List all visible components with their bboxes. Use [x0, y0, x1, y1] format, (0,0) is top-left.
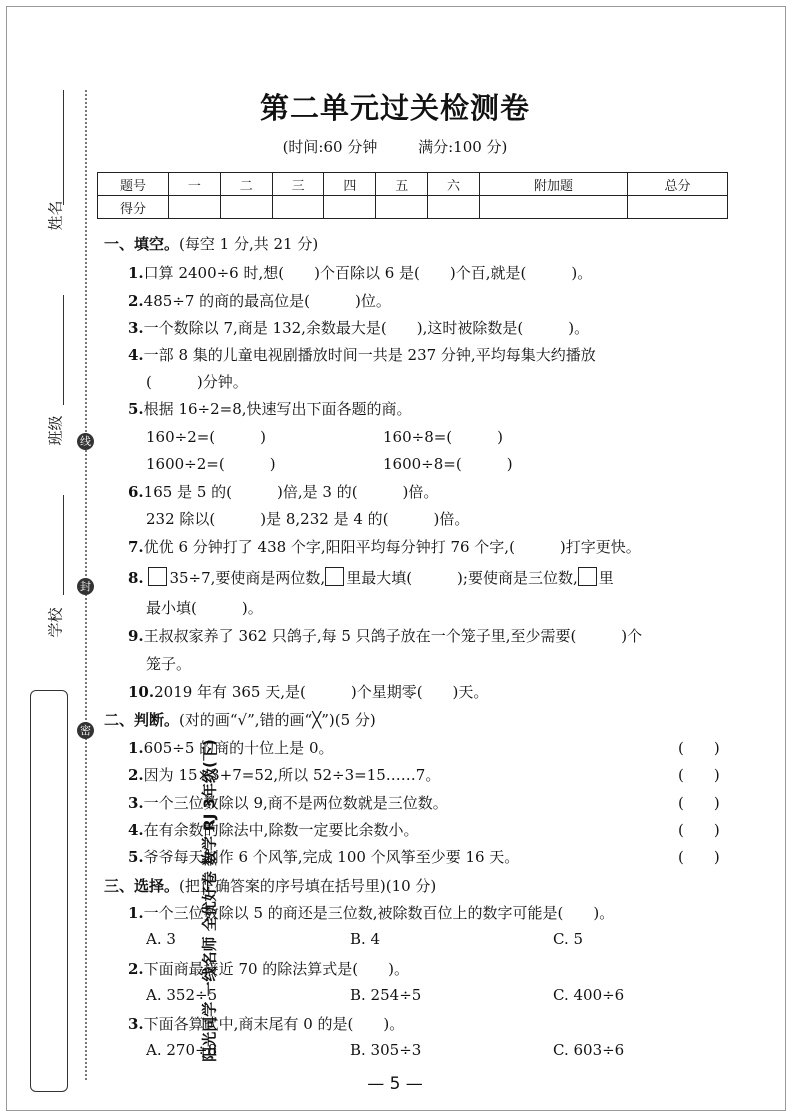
fill-q5-d: 1600÷8=( ) — [383, 455, 513, 473]
q-text: 里最大填( );要使商是三位数, — [346, 569, 578, 587]
class-line — [63, 295, 64, 405]
q-text: 一个数除以 7,商是 132,余数最大是( ),这时被除数是( )。 — [143, 319, 590, 337]
choice-option[interactable]: A. 3 — [146, 930, 176, 948]
score-table — [97, 172, 728, 219]
section-title: 一、填空。 — [104, 235, 180, 253]
q-text: 一部 8 集的儿童电视剧播放时间一共是 237 分钟,平均每集大约播放 — [143, 346, 596, 364]
score-cell: 题号 — [98, 173, 169, 196]
section-note: (把正确答案的序号填在括号里)(10 分) — [179, 877, 437, 895]
seal-circle-feng: 封 — [77, 578, 94, 595]
score-input[interactable] — [479, 196, 627, 219]
q-num: 3. — [128, 794, 144, 812]
section-note: (每空 1 分,共 21 分) — [179, 235, 319, 253]
class-label: 班级 — [46, 415, 65, 446]
q-num: 8. — [128, 569, 144, 587]
brand-text: 阳光同学 一线名师 全优好卷 数学 RJ 3年级(下) — [200, 739, 219, 1062]
choice-option[interactable]: B. 305÷3 — [350, 1041, 422, 1059]
q-num: 10. — [128, 683, 155, 701]
score-input[interactable] — [169, 196, 221, 219]
answer-box[interactable] — [325, 567, 344, 586]
exam-time: (时间:60 分钟 — [282, 138, 378, 156]
choice-q3 — [128, 1013, 404, 1034]
section-choice — [104, 875, 436, 896]
judge-q1 — [128, 737, 334, 758]
score-cell: 附加题 — [479, 173, 627, 196]
q-text: 口算 2400÷6 时,想( )个百除以 6 是( )个百,就是( )。 — [143, 264, 593, 282]
score-cell: 三 — [272, 173, 324, 196]
score-input[interactable] — [376, 196, 428, 219]
fill-q4-cont: ( )分钟。 — [146, 373, 248, 391]
q-text: 165 是 5 的( )倍,是 3 的( )倍。 — [143, 483, 439, 501]
q-num: 3. — [128, 1015, 144, 1033]
school-line — [63, 495, 64, 595]
choice-option[interactable]: B. 254÷5 — [350, 986, 422, 1004]
fill-q6 — [128, 481, 438, 502]
score-input[interactable] — [272, 196, 324, 219]
score-cell: 二 — [220, 173, 272, 196]
score-input[interactable] — [428, 196, 480, 219]
score-cell: 六 — [428, 173, 480, 196]
seal-circle-mi: 密 — [77, 722, 94, 739]
q-num: 1. — [128, 904, 144, 922]
fill-q5-c: 1600÷2=( ) — [146, 455, 276, 473]
section-fill — [104, 233, 318, 254]
section-note: (对的画“√”,错的画“╳”)(5 分) — [179, 711, 376, 729]
q-text: 王叔叔家养了 362 只鸽子,每 5 只鸽子放在一个笼子里,至少需要( )个 — [143, 627, 643, 645]
q-num: 1. — [128, 739, 144, 757]
score-value-row — [98, 196, 728, 219]
q-num: 5. — [128, 848, 144, 866]
judge-mark[interactable]: ( ) — [678, 821, 720, 839]
q-num: 9. — [128, 627, 144, 645]
judge-q3 — [128, 792, 448, 813]
score-cell: 一 — [169, 173, 221, 196]
q-text: 优优 6 分钟打了 438 个字,阳阳平均每分钟打 76 个字,( )打字更快。 — [143, 538, 641, 556]
q-num: 4. — [128, 821, 144, 839]
fill-q2 — [128, 290, 391, 311]
school-label: 学校 — [46, 607, 65, 638]
fill-q1 — [128, 262, 592, 283]
q-num: 2. — [128, 292, 144, 310]
exam-info — [0, 136, 790, 157]
q-num: 1. — [128, 264, 144, 282]
q-text: 根据 16÷2=8,快速写出下面各题的商。 — [143, 400, 412, 418]
q-num: 2. — [128, 960, 144, 978]
q-text: 605÷5 的商的十位上是 0。 — [143, 739, 334, 757]
score-input[interactable] — [324, 196, 376, 219]
judge-q5 — [128, 846, 519, 867]
q-text: 爷爷每天制作 6 个风筝,完成 100 个风筝至少要 16 天。 — [143, 848, 520, 866]
q-text: 一个三位数除以 5 的商还是三位数,被除数百位上的数字可能是( )。 — [143, 904, 615, 922]
fill-q3 — [128, 317, 589, 338]
fill-q8 — [128, 567, 614, 588]
fill-q4 — [128, 344, 596, 365]
score-input[interactable] — [220, 196, 272, 219]
fill-q7 — [128, 536, 641, 557]
fill-q5 — [128, 398, 412, 419]
q-num: 4. — [128, 346, 144, 364]
judge-q4 — [128, 819, 418, 840]
q-text: 2019 年有 365 天,是( )个星期零( )天。 — [154, 683, 489, 701]
brand-box — [30, 690, 68, 1092]
score-header-row — [98, 173, 728, 196]
fill-q5-b: 160÷8=( ) — [383, 428, 504, 446]
judge-mark[interactable]: ( ) — [678, 794, 720, 812]
score-row-label: 得分 — [98, 196, 169, 219]
choice-q1 — [128, 902, 614, 923]
seal-circle-xian: 线 — [77, 433, 94, 450]
q-num: 3. — [128, 319, 144, 337]
answer-box[interactable] — [578, 567, 597, 586]
judge-mark[interactable]: ( ) — [678, 739, 720, 757]
section-judge — [104, 709, 376, 730]
score-cell: 总分 — [627, 173, 727, 196]
choice-option[interactable]: B. 4 — [350, 930, 381, 948]
q-text: 下面商最接近 70 的除法算式是( )。 — [143, 960, 410, 978]
page-number: — 5 — — [367, 1074, 423, 1094]
score-input[interactable] — [627, 196, 727, 219]
q-num: 5. — [128, 400, 144, 418]
judge-q2 — [128, 764, 440, 785]
q-text: 因为 15×3+7=52,所以 52÷3=15……7。 — [143, 766, 441, 784]
fill-q9-cont: 笼子。 — [146, 655, 192, 673]
fill-q9 — [128, 625, 642, 646]
q-text: 485÷7 的商的最高位是( )位。 — [143, 292, 391, 310]
name-label: 姓名 — [46, 200, 65, 231]
choice-option[interactable]: C. 5 — [553, 930, 584, 948]
q-num: 2. — [128, 766, 144, 784]
q-text: 一个三位数除以 9,商不是两位数就是三位数。 — [143, 794, 448, 812]
judge-mark[interactable]: ( ) — [678, 766, 720, 784]
judge-mark[interactable]: ( ) — [678, 848, 720, 866]
q-text: 在有余数的除法中,除数一定要比余数小。 — [143, 821, 419, 839]
choice-q2 — [128, 958, 409, 979]
fill-q5-a: 160÷2=( ) — [146, 428, 267, 446]
q-num: 7. — [128, 538, 144, 556]
q-text: 里 — [598, 569, 614, 587]
choice-option[interactable]: A. 270÷8 — [146, 1041, 218, 1059]
fill-q10 — [128, 681, 488, 702]
q-text: 下面各算式中,商末尾有 0 的是( )。 — [143, 1015, 405, 1033]
exam-full-score: 满分:100 分) — [418, 138, 508, 156]
choice-option[interactable]: A. 352÷5 — [146, 986, 218, 1004]
q-num: 6. — [128, 483, 144, 501]
fill-q8-cont: 最小填( )。 — [146, 599, 263, 617]
q-text: 35÷7,要使商是两位数, — [169, 569, 326, 587]
score-cell: 五 — [376, 173, 428, 196]
choice-option[interactable]: C. 400÷6 — [553, 986, 625, 1004]
fill-q6-cont: 232 除以( )是 8,232 是 4 的( )倍。 — [146, 510, 470, 528]
choice-option[interactable]: C. 603÷6 — [553, 1041, 625, 1059]
section-title: 三、选择。 — [104, 877, 180, 895]
score-cell: 四 — [324, 173, 376, 196]
answer-box[interactable] — [148, 567, 167, 586]
page-title: 第二单元过关检测卷 — [259, 91, 530, 125]
section-title: 二、判断。 — [104, 711, 180, 729]
